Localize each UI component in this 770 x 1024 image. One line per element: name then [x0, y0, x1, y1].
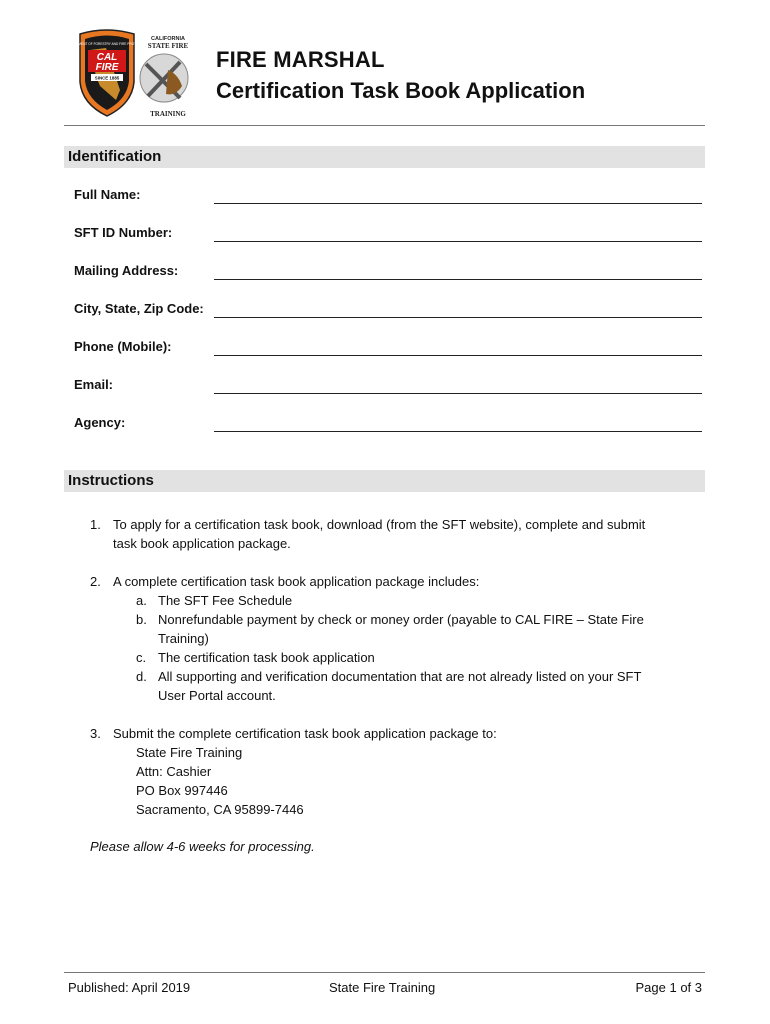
instructions-heading: Instructions: [68, 472, 154, 489]
mailing-address-field[interactable]: [214, 279, 702, 280]
instruction-3-number: 3.: [90, 726, 101, 741]
header-divider: [64, 125, 705, 126]
full-name-label: Full Name:: [74, 187, 141, 202]
instruction-1-line-1: To apply for a certification task book, download (from the SFT website), complete and submit: [113, 517, 646, 532]
svg-text:DEPARTMENT OF FORESTRY AND FIR: DEPARTMENT OF FORESTRY AND FIRE PROTECTION: [65, 42, 149, 46]
email-label: Email:: [74, 377, 114, 392]
svg-text:FIRE: FIRE: [95, 62, 119, 73]
city-state-zip-field[interactable]: [214, 317, 702, 318]
instruction-2-number: 2.: [90, 574, 101, 589]
svg-text:CAL: CAL: [96, 52, 118, 63]
footer-page-number: Page 1 of 3: [635, 980, 702, 995]
address-line-1: State Fire Training: [136, 745, 243, 760]
phone-mobile-field[interactable]: [214, 355, 702, 356]
footer-published: Published: April 2019: [68, 980, 191, 995]
instruction-3-text: Submit the complete certification task book application package to:: [113, 726, 497, 741]
agency-field[interactable]: [214, 431, 702, 432]
email-field[interactable]: [214, 393, 702, 394]
footer-organization: State Fire Training: [329, 980, 436, 995]
identification-section-header: [64, 146, 705, 168]
document-title: FIRE MARSHAL: [216, 47, 385, 72]
svg-text:TRAINING: TRAINING: [150, 110, 186, 118]
sub-item-b-line-1: Nonrefundable payment by check or money order (payable to CAL FIRE – State Fire: [158, 612, 644, 627]
sub-item-b-line-2: Training): [158, 631, 209, 646]
city-state-zip-label: City, State, Zip Code:: [74, 301, 204, 316]
sub-item-b-letter: b.: [136, 612, 147, 627]
identification-heading: Identification: [68, 148, 162, 165]
processing-note: Please allow 4-6 weeks for processing.: [90, 839, 315, 854]
instructions-section-header: [64, 470, 705, 492]
footer-divider: [64, 972, 705, 973]
instruction-1-number: 1.: [90, 517, 101, 532]
svg-text:STATE FIRE: STATE FIRE: [147, 42, 189, 50]
mailing-address-label: Mailing Address:: [74, 263, 179, 278]
svg-text:SINCE 1885: SINCE 1885: [94, 75, 120, 81]
document-subtitle: Certification Task Book Application: [216, 78, 586, 103]
cal-fire-state-fire-training-logo: [65, 26, 200, 120]
full-name-field[interactable]: [214, 203, 702, 204]
sub-item-d-line-2: User Portal account.: [158, 688, 276, 703]
phone-mobile-label: Phone (Mobile):: [74, 339, 172, 354]
agency-label: Agency:: [74, 415, 126, 430]
sub-item-d-letter: d.: [136, 669, 147, 684]
sub-item-a-letter: a.: [136, 593, 147, 608]
sft-id-label: SFT ID Number:: [74, 225, 173, 240]
address-line-4: Sacramento, CA 95899-7446: [136, 802, 304, 817]
instruction-1-line-2: task book application package.: [113, 536, 291, 551]
instruction-2-text: A complete certification task book application package includes:: [113, 574, 480, 589]
sft-id-field[interactable]: [214, 241, 702, 242]
sub-item-c-letter: c.: [136, 650, 147, 665]
svg-text:CALIFORNIA: CALIFORNIA: [151, 36, 185, 42]
sub-item-c-text: The certification task book application: [158, 650, 375, 665]
address-line-2: Attn: Cashier: [136, 764, 212, 779]
sub-item-d-line-1: All supporting and verification documentation that are not already listed on your SFT: [158, 669, 642, 684]
sub-item-a-text: The SFT Fee Schedule: [158, 593, 293, 608]
address-line-3: PO Box 997446: [136, 783, 228, 798]
